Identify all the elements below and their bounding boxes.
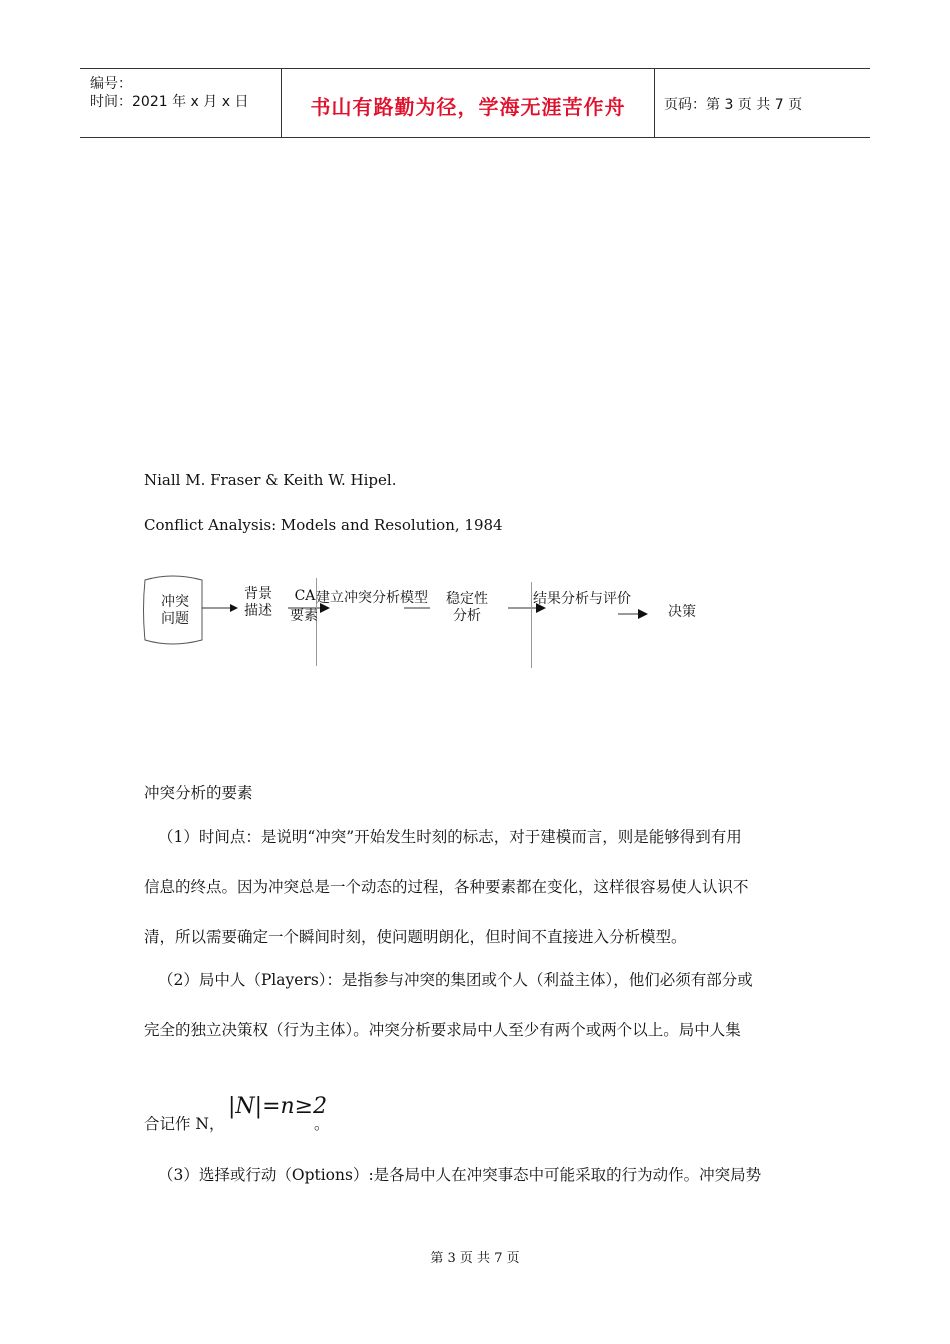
header-motto: 书山有路勤为径，学海无涯苦作舟: [310, 95, 626, 119]
formula-period: 。: [314, 1115, 330, 1133]
flowchart-node-background: 背景 描述: [244, 586, 272, 619]
paragraph-line: 清，所以需要确定一个瞬间时刻，使问题明朗化，但时间不直接进入分析模型。: [144, 928, 687, 946]
header-motto-cell: [281, 69, 655, 137]
paragraph-line: （2）局中人（Players）：是指参与冲突的集团或个人（利益主体），他们必须有部分或: [158, 971, 753, 989]
paragraph-line: （3）选择或行动（Options）:是各局中人在冲突事态中可能采取的行为动作。冲突局势: [158, 1166, 762, 1184]
header-page-label: 页码：第 3 页 共 7 页: [664, 97, 803, 113]
header-page-cell: [655, 69, 870, 137]
paragraph-line: （1）时间点：是说明“冲突”开始发生时刻的标志，对于建模而言，则是能够得到有用: [158, 828, 742, 846]
header-date-label: 时间：2021 年 x 月 x 日: [90, 94, 249, 110]
page-footer: 第 3 页 共 7 页: [430, 1251, 520, 1266]
flowchart-node-decision: 决策: [668, 604, 696, 620]
flowchart-node-stability: 稳定性 分析: [446, 591, 488, 624]
page-header: [80, 68, 870, 138]
flowchart-node-build-model: 建立冲突分析模型: [316, 590, 428, 606]
flowchart-node-conflict: 冲突 问题: [161, 594, 189, 627]
flowchart-node-evaluation: 结果分析与评价: [533, 591, 631, 607]
flowchart-node-ca: CA: [294, 588, 316, 604]
paragraph-line: 信息的终点。因为冲突总是一个动态的过程，各种要素都在变化，这样很容易使人认识不: [144, 878, 749, 896]
player-set-formula: |N|=n≥2: [228, 1094, 328, 1119]
header-meta-cell: [80, 69, 280, 137]
reference-authors: Niall M. Fraser & Keith W. Hipel.: [144, 471, 397, 489]
flowchart-node-elements: 要素: [290, 608, 318, 624]
flowchart-connectors: [130, 570, 730, 670]
header-number-label: 编号：: [90, 76, 132, 92]
paragraph-line: 合记作 N，: [144, 1115, 225, 1133]
section-title: 冲突分析的要素: [144, 784, 253, 802]
reference-title: Conflict Analysis: Models and Resolution, 1984: [144, 516, 503, 534]
paragraph-line: 完全的独立决策权（行为主体）。冲突分析要求局中人至少有两个或两个以上。局中人集: [144, 1021, 741, 1039]
flowchart: [130, 570, 730, 670]
